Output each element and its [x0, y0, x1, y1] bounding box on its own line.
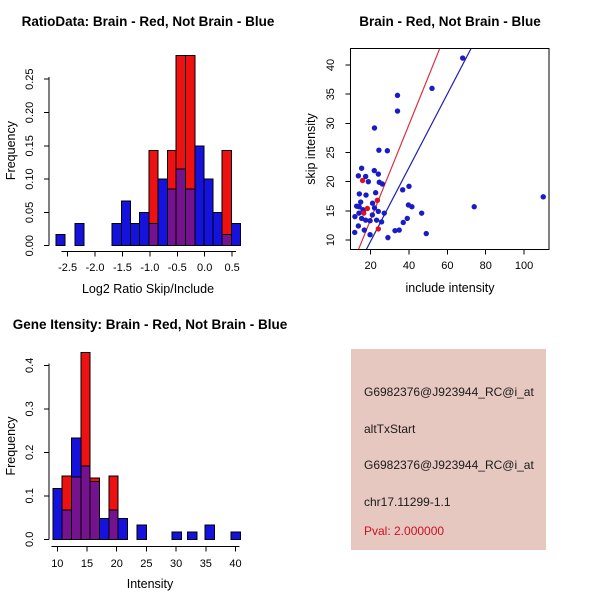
blue-data-point [376, 147, 381, 152]
blue-data-point [429, 86, 434, 91]
x-tick-label: 30 [169, 558, 183, 570]
blue-data-point [372, 125, 377, 130]
blue-data-point [409, 204, 414, 209]
y-tick-label: 0.4 [24, 357, 36, 373]
overlap-histogram-bar [72, 477, 82, 539]
blue-histogram-bar [56, 234, 65, 245]
blue-histogram-bar [232, 224, 241, 246]
blue-histogram-bar [204, 179, 213, 246]
chart-title: Gene Itensity: Brain - Red, Not Brain - Blue [12, 317, 288, 332]
blue-data-point [362, 227, 367, 232]
blue-data-point [385, 148, 390, 153]
red-data-point [361, 210, 366, 215]
blue-data-point [376, 171, 381, 176]
y-tick-label: 0.20 [24, 101, 36, 124]
x-tick-label: 25 [140, 558, 153, 570]
blue-data-point [405, 216, 410, 221]
blue-histogram-bar [75, 224, 84, 246]
y-tick-label: 10 [325, 233, 337, 247]
blue-data-point [373, 190, 378, 195]
scatter-panel [304, 14, 549, 295]
probe-id-line-2: G6982376@J923944_RC@i_at [364, 458, 534, 472]
chart-title: Brain - Red, Not Brain - Blue [359, 14, 541, 29]
x-tick-label: 15 [80, 558, 94, 570]
x-tick-label: 100 [514, 260, 534, 272]
x-tick-label: 40 [229, 558, 242, 570]
y-tick-label: 0.05 [24, 201, 36, 224]
x-tick-label: 0.5 [224, 262, 240, 274]
blue-histogram-bar [205, 525, 215, 539]
blue-data-point [419, 210, 424, 215]
pval-line: Pval: 2.000000 [364, 524, 445, 538]
x-tick-label: -1.5 [112, 262, 132, 274]
overlap-histogram-bar [167, 189, 176, 246]
blue-data-point [400, 187, 405, 192]
x-tick-label: 20 [364, 260, 377, 272]
overlap-histogram-bar [81, 466, 90, 539]
blue-data-point [366, 179, 371, 184]
blue-data-point [395, 93, 400, 98]
x-axis-label: Log2 Ratio Skip/Include [81, 282, 215, 296]
blue-data-point [358, 199, 363, 204]
blue-histogram-bar [53, 488, 62, 539]
x-tick-label: -2.0 [85, 262, 105, 274]
blue-histogram-bar [231, 532, 241, 539]
blue-data-point [352, 230, 357, 235]
blue-data-point [541, 194, 546, 199]
probe-id-line-1: G6982376@J923944_RC@i_at [364, 385, 534, 399]
x-tick-label: -1.0 [140, 262, 160, 274]
blue-data-point [370, 201, 375, 206]
blue-regression-line [366, 49, 471, 250]
blue-histogram-bar [187, 532, 197, 539]
blue-histogram-bar [137, 525, 147, 539]
blue-histogram-bar [213, 212, 222, 245]
x-tick-label: -0.5 [167, 262, 187, 274]
blue-data-point [372, 205, 377, 210]
blue-data-point [379, 219, 384, 224]
blue-data-point [359, 166, 364, 171]
blue-data-point [460, 55, 465, 60]
overlap-histogram-bar [90, 481, 100, 539]
blue-data-point [363, 192, 368, 197]
x-tick-label: -2.5 [58, 262, 78, 274]
blue-histogram-bar [158, 179, 167, 246]
y-axis-label: Frequency [4, 121, 18, 181]
blue-histogram-bar [172, 532, 182, 539]
ratio-hist-panel [4, 14, 275, 296]
y-axis-label: skip intensity [304, 113, 318, 185]
y-tick-label: 0.3 [24, 401, 36, 417]
overlap-histogram-bar [222, 234, 231, 245]
blue-data-point [472, 204, 477, 209]
y-tick-label: 0.0 [24, 531, 36, 547]
y-axis-label: Frequency [4, 416, 18, 476]
x-tick-label: 40 [402, 260, 416, 272]
info-panel [351, 349, 546, 550]
red-data-point [365, 206, 370, 211]
x-axis-label: include intensity [405, 281, 495, 295]
blue-histogram-bar [195, 146, 204, 246]
y-tick-label: 25 [325, 146, 337, 159]
x-tick-label: 20 [110, 558, 123, 570]
chromosome-location-line: chr17.11299-1.1 [364, 495, 451, 509]
overlap-histogram-bar [149, 224, 158, 246]
y-tick-label: 0.10 [24, 168, 36, 190]
red-data-point [376, 226, 381, 231]
x-tick-label: 0.0 [197, 262, 213, 274]
y-tick-label: 30 [325, 117, 337, 130]
y-tick-label: 0.2 [24, 444, 36, 460]
blue-data-point [356, 223, 361, 228]
overlap-histogram-bar [186, 189, 195, 246]
blue-data-point [392, 228, 397, 233]
blue-data-point [385, 235, 390, 240]
y-tick-label: 20 [325, 175, 337, 188]
x-tick-label: 60 [441, 260, 454, 272]
blue-histogram-bar [112, 224, 121, 246]
x-tick-label: 35 [199, 558, 212, 570]
red-data-point [360, 178, 365, 183]
blue-data-point [370, 212, 375, 217]
blue-data-point [406, 184, 411, 189]
y-tick-label: 35 [325, 88, 337, 101]
gene-hist-panel [4, 317, 288, 591]
blue-histogram-bar [118, 518, 128, 539]
blue-data-point [367, 218, 372, 223]
blue-data-point [395, 108, 400, 113]
blue-histogram-bar [131, 224, 140, 246]
blue-data-point [356, 173, 361, 178]
y-tick-label: 0.15 [24, 135, 36, 157]
overlap-histogram-bar [109, 510, 118, 539]
overlap-histogram-bar [176, 169, 185, 246]
blue-histogram-bar [99, 518, 109, 539]
y-tick-label: 40 [325, 58, 337, 72]
blue-data-point [424, 231, 429, 236]
chart-title: RatioData: Brain - Red, Not Brain - Blue [21, 14, 275, 29]
x-tick-label: 80 [479, 260, 492, 272]
y-tick-label: 0.25 [24, 68, 36, 90]
overlap-histogram-bar [62, 510, 72, 539]
blue-data-point [357, 191, 362, 196]
x-axis-label: Intensity [126, 577, 174, 591]
red-histogram-bar [222, 150, 231, 245]
y-tick-label: 0.00 [24, 234, 36, 257]
blue-data-point [380, 181, 385, 186]
y-tick-label: 15 [325, 204, 337, 217]
blue-histogram-bar [139, 212, 148, 245]
blue-data-point [352, 214, 357, 219]
event-type-line: altTxStart [364, 422, 416, 436]
x-tick-label: 10 [51, 558, 64, 570]
blue-data-point [367, 232, 372, 237]
blue-data-point [401, 220, 406, 225]
red-data-point [375, 198, 380, 203]
blue-histogram-bar [121, 201, 130, 246]
blue-data-point [382, 210, 387, 215]
blue-data-point [374, 217, 379, 222]
y-tick-label: 0.1 [24, 488, 36, 504]
